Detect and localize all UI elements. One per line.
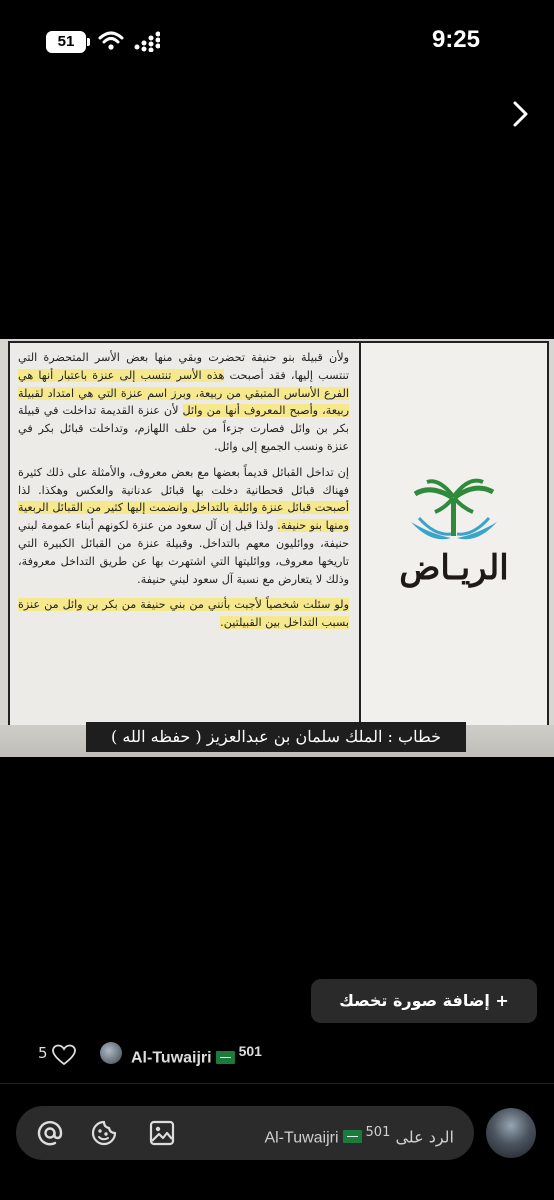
saudi-flag-icon <box>343 1130 362 1143</box>
at-icon[interactable] <box>36 1119 64 1147</box>
reply-placeholder: الرد على $^{501}$Al-Tuwaijri <box>264 1125 454 1147</box>
divider <box>0 1083 554 1084</box>
current-user-avatar[interactable] <box>486 1108 536 1158</box>
paragraph-text: إن تداخل القبائل قديماً بعضها مع بعض معروف، والأمثلة على ذلك كثيرة فهناك قبائل قحطانية دخلت بها قبائل عدنانية والعكس وهكذا. لذا <box>18 465 349 497</box>
article-paragraph <box>18 596 349 632</box>
status-bar <box>0 0 554 80</box>
article-paragraph <box>18 464 349 589</box>
article-paragraph <box>18 349 349 456</box>
wifi-icon <box>98 30 124 52</box>
video-caption: خطاب : الملك سلمان بن عبدالعزيز ( حفظه الله ) <box>86 722 466 752</box>
like-count: 5 <box>38 1044 48 1062</box>
palm-logo-icon <box>401 478 507 548</box>
status-time: 9:25 <box>431 26 480 53</box>
highlighted-text: هذه الأسر تنتسب إلى عنزة باعتبار أنها هي الفرع الأساس المتبقي من ربيعة، وبرز اسم عنزة التي هي امتداد لقبيلة ربيعة، وأصبح المعروف أنها من وائل <box>18 368 349 418</box>
reply-input[interactable] <box>16 1106 474 1160</box>
author-name[interactable]: Al-Tuwaijri 501 <box>131 1043 262 1067</box>
caption-bar <box>0 725 554 757</box>
heart-icon[interactable] <box>52 1044 76 1066</box>
image-icon[interactable] <box>148 1119 176 1147</box>
logo-text: الريـاض <box>399 548 509 588</box>
saudi-flag-icon <box>216 1051 235 1064</box>
logo-panel <box>359 343 547 725</box>
paragraph-text: لأن عنزة القديمة تداخلت في قبيلة بكر بن وائل فصارت جزءاً من حلف اللهازم، وتداخلت قبائل بكر في عنزة ونسب الجميع إلى وائل. <box>18 404 349 453</box>
emoji-icon[interactable] <box>90 1119 118 1147</box>
post-image[interactable] <box>0 339 554 757</box>
signal-icon <box>134 30 160 52</box>
book-page <box>8 341 549 727</box>
author-avatar[interactable] <box>100 1042 122 1064</box>
highlighted-text: أصبحت قبائل عنزة وائلية بالتداخل وانضمت إليها كثير من القبائل الربعية ومنها بنو حنيفة. <box>18 501 349 533</box>
post-meta <box>0 1040 554 1070</box>
paragraph-text: ولأن قبيلة بنو حنيفة تحضرت وبقي منها بعض الأسر المتحضرة التي تنتسب إليها، فقد أصبحت <box>18 351 349 382</box>
battery-indicator: 51 <box>46 31 86 53</box>
add-photo-button[interactable]: + إضافة صورة تخصك <box>311 979 537 1023</box>
chevron-right-icon[interactable] <box>512 100 530 128</box>
paragraph-text: ولذا قيل إن آل سعود من عنزة لكونهم أبناء عمومة لبني حنيفة، ووائليون معهم بالتداخل. وقبيلة عنزة من القبائل الكبيرة التي تاريخها معروف، ووائليتها التي اشتهرت بها عن طريق التداخل معروفة، وذلك لا يتعارض مع نسبة آل سعود لبني حنيفة. <box>18 519 349 586</box>
highlighted-text: ولو سئلت شخصياً لأجبت بأنني من بني حنيفة من بكر بن وائل من عنزة بسبب التداخل بين القبيلتين. <box>18 598 349 630</box>
article-text <box>10 343 359 725</box>
